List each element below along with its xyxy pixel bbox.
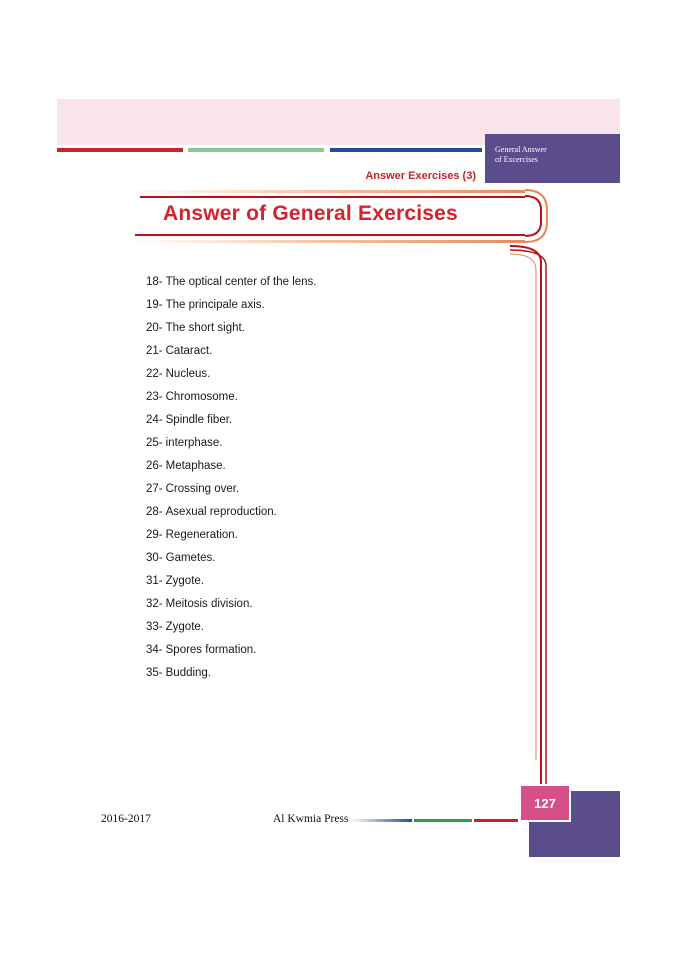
list-item: 26- Metaphase.: [146, 460, 226, 472]
list-item: 34- Spores formation.: [146, 644, 257, 656]
list-item: 18- The optical center of the lens.: [146, 276, 317, 288]
page-title: Answer of General Exercises: [163, 202, 458, 225]
list-item: 32- Meitosis division.: [146, 598, 253, 610]
list-item: 29- Regeneration.: [146, 529, 238, 541]
list-item: 31- Zygote.: [146, 575, 204, 587]
list-item: 35- Budding.: [146, 667, 212, 679]
footer-rule-green: [414, 819, 472, 822]
list-item: 28- Asexual reproduction.: [146, 506, 277, 518]
answer-list: [146, 276, 320, 690]
list-item: 33- Zygote.: [146, 621, 204, 633]
footer-year: 2016-2017: [101, 813, 151, 825]
list-item: 23- Chromosome.: [146, 391, 238, 403]
list-item: 27- Crossing over.: [146, 483, 240, 495]
list-item: 21- Cataract.: [146, 345, 213, 357]
list-item: 20- The short sight.: [146, 322, 245, 334]
section-subheader: Answer Exercises (3): [365, 170, 476, 182]
footer-rule-red: [474, 819, 518, 822]
list-item: 24- Spindle fiber.: [146, 414, 233, 426]
footer-publisher: Al Kwmia Press: [273, 813, 349, 825]
chapter-label-line1: General Answer: [495, 145, 547, 154]
footer-rule-blue: [350, 819, 412, 822]
list-item: 30- Gametes.: [146, 552, 216, 564]
page-number: 127: [519, 784, 571, 822]
chapter-label-line2: of Excercises: [495, 155, 538, 164]
list-item: 25- interphase.: [146, 437, 223, 449]
list-item: 19- The principale axis.: [146, 299, 265, 311]
list-item: 22- Nucleus.: [146, 368, 211, 380]
